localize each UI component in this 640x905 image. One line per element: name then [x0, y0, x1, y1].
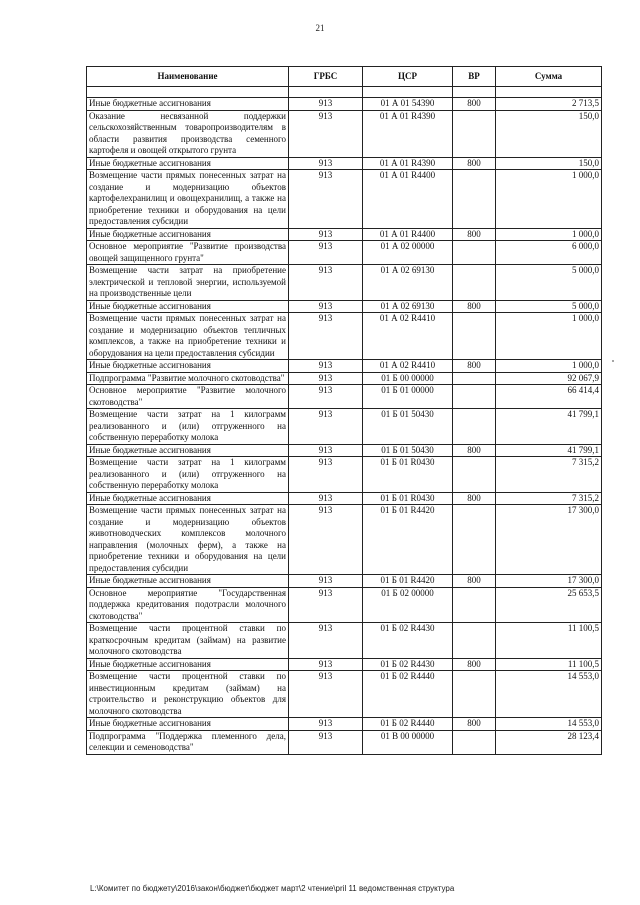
cell-vr: [453, 457, 496, 493]
cell-name: Возмещение части процентной ставки по краткосрочным кредитам (займам) на развитие молочного скотоводства: [87, 623, 289, 659]
table-row: [87, 575, 602, 588]
cell-vr: 800: [453, 658, 496, 671]
cell-sum: 11 100,5: [496, 623, 602, 659]
cell-csr: 01 А 02 00000: [363, 241, 453, 265]
cell-grbs: 913: [289, 385, 363, 409]
cell-csr: 01 Б 02 00000: [363, 587, 453, 623]
cell-name: Подпрограмма "Поддержка племенного дела, селекции и семеноводства": [87, 730, 289, 754]
cell-csr: 01 Б 01 R0430: [363, 492, 453, 505]
cell-vr: [453, 265, 496, 301]
cell-name: Иные бюджетные ассигнования: [87, 718, 289, 731]
header-name: Наименование: [87, 67, 289, 87]
table-row: [87, 265, 602, 301]
cell-grbs: 913: [289, 241, 363, 265]
cell-name: Оказание несвязанной поддержки сельскохозяйственным товаропроизводителям в области развития производства семенного картофеля и овощей открытого грунта: [87, 110, 289, 157]
cell-sum: 150,0: [496, 157, 602, 170]
cell-vr: [453, 505, 496, 575]
cell-sum: 14 553,0: [496, 671, 602, 718]
table-row: [87, 492, 602, 505]
cell-grbs: 913: [289, 505, 363, 575]
cell-grbs: 913: [289, 265, 363, 301]
table-row: [87, 587, 602, 623]
cell-name: Возмещение части затрат на 1 килограмм реализованного и (или) отгруженного на собственную переработку молока: [87, 409, 289, 445]
cell-sum: 5 000,0: [496, 265, 602, 301]
file-path-footer: L:\Комитет по бюджету\2016\закон\бюджет\бюджет март\2 чтение\pril 11 ведомственная структура: [90, 884, 455, 893]
scan-dot: [612, 360, 614, 362]
cell-name: Иные бюджетные ассигнования: [87, 492, 289, 505]
header-vr: ВР: [453, 67, 496, 87]
cell-grbs: 913: [289, 228, 363, 241]
cell-name: Иные бюджетные ассигнования: [87, 98, 289, 111]
cell-vr: 800: [453, 492, 496, 505]
table-body: [87, 98, 602, 755]
table-row: [87, 241, 602, 265]
cell-sum: 25 653,5: [496, 587, 602, 623]
cell-csr: 01 А 02 69130: [363, 300, 453, 313]
cell-name: Иные бюджетные ассигнования: [87, 658, 289, 671]
cell-vr: 800: [453, 444, 496, 457]
cell-csr: 01 Б 01 R4420: [363, 505, 453, 575]
header-sum: Сумма: [496, 67, 602, 87]
cell-name: Основное мероприятие "Развитие молочного скотоводства": [87, 385, 289, 409]
cell-sum: 5 000,0: [496, 300, 602, 313]
header-row: [87, 67, 602, 87]
header-grbs: ГРБС: [289, 67, 363, 87]
cell-sum: 17 300,0: [496, 575, 602, 588]
table-row: [87, 98, 602, 111]
cell-name: Иные бюджетные ассигнования: [87, 360, 289, 373]
cell-vr: [453, 623, 496, 659]
cell-csr: 01 В 00 00000: [363, 730, 453, 754]
cell-name: Возмещение части затрат на 1 килограмм реализованного и (или) отгруженного на собственную переработку молока: [87, 457, 289, 493]
cell-csr: 01 Б 01 R0430: [363, 457, 453, 493]
cell-vr: [453, 110, 496, 157]
cell-sum: 1 000,0: [496, 360, 602, 373]
cell-csr: 01 А 01 54390: [363, 98, 453, 111]
page-number: 21: [315, 23, 325, 33]
cell-grbs: 913: [289, 492, 363, 505]
cell-grbs: 913: [289, 300, 363, 313]
cell-grbs: 913: [289, 444, 363, 457]
cell-csr: 01 А 01 R4400: [363, 170, 453, 229]
table-row: [87, 457, 602, 493]
header-csr: ЦСР: [363, 67, 453, 87]
cell-csr: 01 Б 01 00000: [363, 385, 453, 409]
cell-grbs: 913: [289, 170, 363, 229]
table-row: [87, 505, 602, 575]
cell-vr: [453, 241, 496, 265]
cell-name: Возмещение части затрат на приобретение электрической и тепловой энергии, используемой на производственные цели: [87, 265, 289, 301]
cell-csr: 01 А 02 R4410: [363, 360, 453, 373]
cell-vr: 800: [453, 228, 496, 241]
cell-sum: 14 553,0: [496, 718, 602, 731]
cell-sum: 41 799,1: [496, 409, 602, 445]
cell-vr: [453, 587, 496, 623]
cell-name: Иные бюджетные ассигнования: [87, 228, 289, 241]
cell-grbs: 913: [289, 718, 363, 731]
table-row: [87, 409, 602, 445]
cell-vr: [453, 313, 496, 360]
table-row: [87, 360, 602, 373]
cell-csr: 01 А 01 R4400: [363, 228, 453, 241]
table-row: [87, 444, 602, 457]
cell-csr: 01 Б 01 50430: [363, 444, 453, 457]
cell-name: Возмещение части прямых понесенных затрат на создание и модернизацию объектов тепличных комплексов, а также на приобретение техники и оборудования на цели предоставления субсидии: [87, 313, 289, 360]
cell-vr: [453, 409, 496, 445]
cell-vr: 800: [453, 360, 496, 373]
cell-name: Возмещение части прямых понесенных затрат на создание и модернизацию объектов картофелехранилищ и овощехранилищ, а также на приобретение техники и оборудования на цели предоставления субсидии: [87, 170, 289, 229]
cell-grbs: 913: [289, 409, 363, 445]
table-row: [87, 730, 602, 754]
table-row: [87, 300, 602, 313]
cell-sum: 11 100,5: [496, 658, 602, 671]
cell-csr: 01 Б 02 R4440: [363, 718, 453, 731]
cell-vr: 800: [453, 300, 496, 313]
cell-grbs: 913: [289, 110, 363, 157]
cell-csr: 01 А 01 R4390: [363, 110, 453, 157]
cell-grbs: 913: [289, 658, 363, 671]
cell-vr: 800: [453, 718, 496, 731]
cell-grbs: 913: [289, 157, 363, 170]
table-row: [87, 228, 602, 241]
cell-name: Иные бюджетные ассигнования: [87, 444, 289, 457]
cell-vr: 800: [453, 98, 496, 111]
table-row: [87, 170, 602, 229]
cell-vr: [453, 671, 496, 718]
cell-csr: 01 Б 02 R4430: [363, 623, 453, 659]
cell-name: Иные бюджетные ассигнования: [87, 157, 289, 170]
cell-grbs: 913: [289, 587, 363, 623]
cell-vr: [453, 730, 496, 754]
table-row: [87, 671, 602, 718]
cell-csr: 01 А 02 R4410: [363, 313, 453, 360]
cell-csr: 01 Б 01 50430: [363, 409, 453, 445]
cell-grbs: 913: [289, 313, 363, 360]
cell-grbs: 913: [289, 671, 363, 718]
cell-sum: 92 067,9: [496, 372, 602, 385]
cell-sum: 1 000,0: [496, 170, 602, 229]
cell-grbs: 913: [289, 730, 363, 754]
cell-name: Основное мероприятие "Государственная поддержка кредитования подотрасли молочного скотоводства": [87, 587, 289, 623]
cell-grbs: 913: [289, 372, 363, 385]
cell-vr: [453, 170, 496, 229]
cell-grbs: 913: [289, 575, 363, 588]
cell-grbs: 913: [289, 623, 363, 659]
table-row: [87, 385, 602, 409]
cell-csr: 01 Б 02 R4430: [363, 658, 453, 671]
cell-name: Возмещение части процентной ставки по инвестиционным кредитам (займам) на строительство и реконструкцию объектов для молочного скотоводства: [87, 671, 289, 718]
cell-csr: 01 А 01 R4390: [363, 157, 453, 170]
table-row: [87, 110, 602, 157]
cell-vr: [453, 372, 496, 385]
cell-sum: 7 315,2: [496, 492, 602, 505]
cell-name: Иные бюджетные ассигнования: [87, 575, 289, 588]
table-row: [87, 658, 602, 671]
cell-sum: 1 000,0: [496, 228, 602, 241]
header-spacer-row: [87, 87, 602, 98]
cell-sum: 2 713,5: [496, 98, 602, 111]
cell-sum: 17 300,0: [496, 505, 602, 575]
table-row: [87, 623, 602, 659]
cell-csr: 01 Б 02 R4440: [363, 671, 453, 718]
cell-name: Основное мероприятие "Развитие производства овощей защищенного грунта": [87, 241, 289, 265]
cell-csr: 01 Б 01 R4420: [363, 575, 453, 588]
cell-vr: 800: [453, 575, 496, 588]
cell-name: Возмещение части прямых понесенных затрат на создание и модернизацию объектов животноводческих комплексов молочного направления (молочных ферм), а также на приобретение техники и оборудования на цели предоставления субсидии: [87, 505, 289, 575]
cell-sum: 1 000,0: [496, 313, 602, 360]
table-row: [87, 372, 602, 385]
cell-sum: 150,0: [496, 110, 602, 157]
cell-grbs: 913: [289, 360, 363, 373]
budget-table: [86, 66, 602, 755]
cell-sum: 28 123,4: [496, 730, 602, 754]
cell-sum: 66 414,4: [496, 385, 602, 409]
cell-vr: [453, 385, 496, 409]
cell-sum: 7 315,2: [496, 457, 602, 493]
table-row: [87, 718, 602, 731]
cell-name: Иные бюджетные ассигнования: [87, 300, 289, 313]
cell-grbs: 913: [289, 98, 363, 111]
cell-grbs: 913: [289, 457, 363, 493]
cell-sum: 41 799,1: [496, 444, 602, 457]
cell-csr: 01 А 02 69130: [363, 265, 453, 301]
cell-name: Подпрограмма "Развитие молочного скотоводства": [87, 372, 289, 385]
table-row: [87, 313, 602, 360]
cell-csr: 01 Б 00 00000: [363, 372, 453, 385]
cell-vr: 800: [453, 157, 496, 170]
cell-sum: 6 000,0: [496, 241, 602, 265]
table-row: [87, 157, 602, 170]
